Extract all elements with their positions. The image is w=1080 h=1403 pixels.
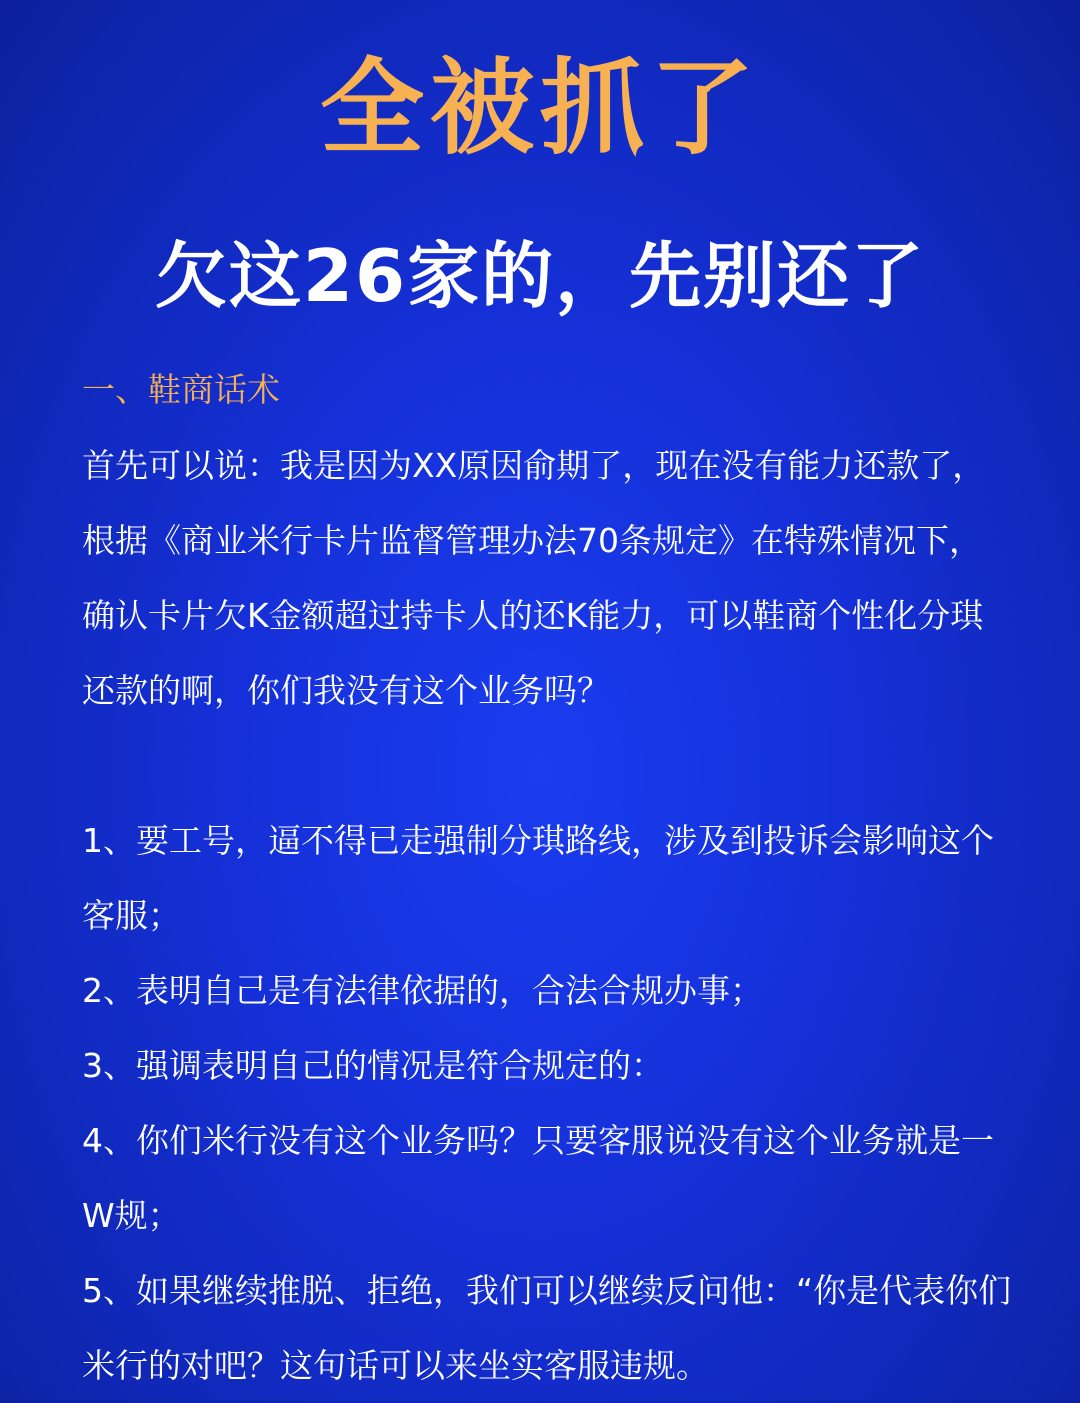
paragraph-spacer — [82, 728, 1012, 803]
list-item: 2、表明自己是有法律依据的，合法合规办事； — [82, 971, 763, 1010]
list-item: 5、如果继续推脱、拒绝，我们可以继续反问他：“你是代表你们米行的对吧？这句话可以来坐实客服违规。 — [82, 1271, 1012, 1385]
intro-paragraph: 首先可以说：我是因为XX原因俞期了，现在没有能力还款了，根据《商业米行卡片监督管理办法70条规定》在特殊情况下，确认卡片欠K金额超过持卡人的还K能力，可以鞋商个性化分琪还款的啊，你们我没有这个业务吗？ — [82, 446, 986, 710]
list-item: 3、强调表明自己的情况是符合规定的： — [82, 1046, 664, 1085]
list-item: 1、要工号，逼不得已走强制分琪路线，涉及到投诉会影响这个客服； — [82, 821, 994, 935]
headline-title: 全被抓了 — [319, 47, 760, 169]
article-body — [82, 428, 1012, 1403]
section-heading: 一、鞋商话术 — [82, 370, 280, 409]
headline-subtitle: 欠这26家的，先别还了 — [154, 234, 926, 318]
list-item: 4、你们米行没有这个业务吗？只要客服说没有这个业务就是一W规； — [82, 1121, 994, 1235]
